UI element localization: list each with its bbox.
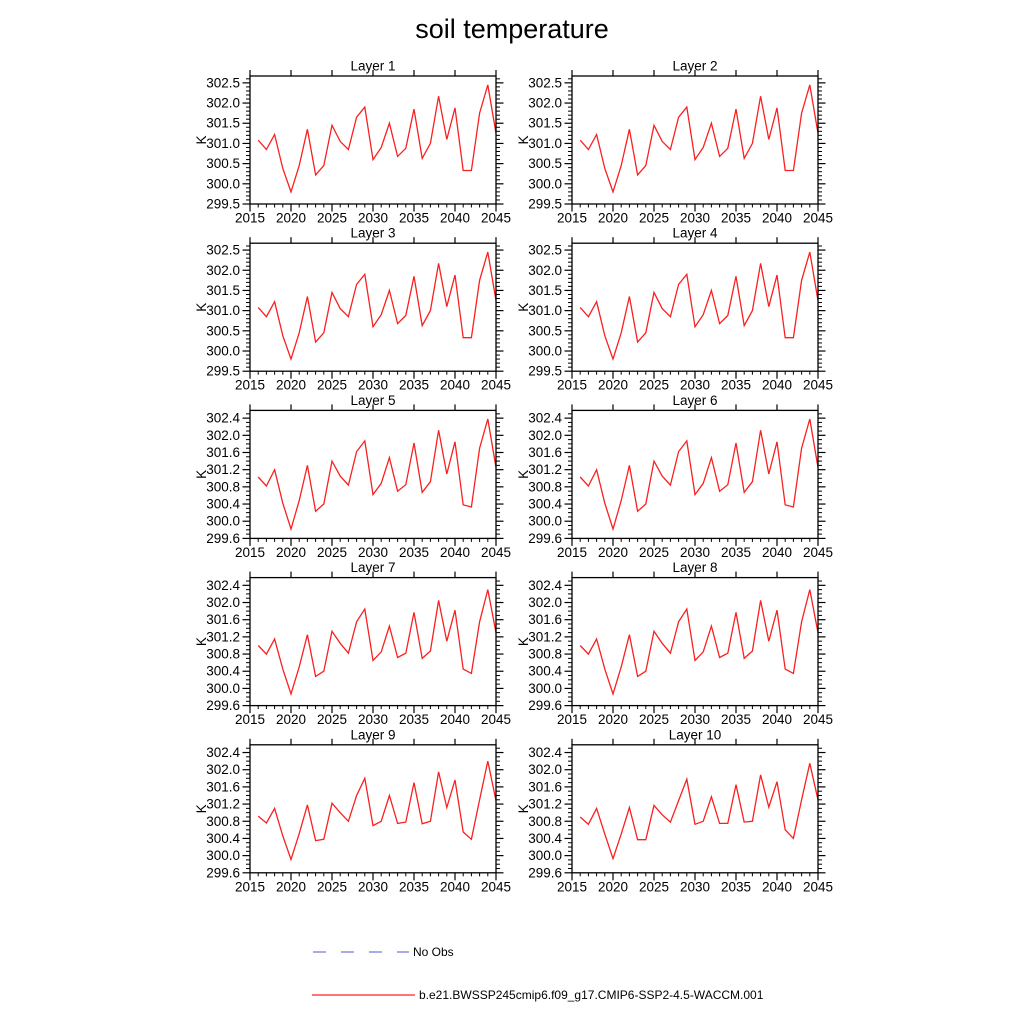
y-tick-label: 300.8: [528, 813, 562, 829]
x-tick-label: 2035: [398, 210, 430, 226]
y-tick-label: 302.0: [528, 427, 562, 443]
x-tick-label: 2015: [234, 210, 266, 226]
y-tick-label: 300.0: [528, 680, 562, 696]
y-tick-label: 299.6: [206, 530, 240, 546]
y-tick-label: 301.5: [206, 115, 240, 131]
y-axis-title: K: [516, 804, 531, 814]
y-tick-label: 299.5: [528, 363, 562, 379]
panel-title: Layer 4: [672, 225, 718, 241]
panel-title: Layer 10: [668, 727, 722, 743]
y-tick-label: 300.0: [528, 848, 562, 864]
y-tick-label: 302.0: [528, 262, 562, 278]
y-tick-label: 300.4: [206, 496, 240, 512]
y-tick-label: 300.5: [206, 156, 240, 172]
x-tick-label: 2025: [638, 712, 670, 728]
x-tick-label: 2015: [234, 544, 266, 560]
x-tick-label: 2015: [556, 712, 588, 728]
x-tick-label: 2040: [439, 879, 471, 895]
x-tick-label: 2040: [761, 712, 793, 728]
y-tick-label: 302.5: [528, 75, 562, 91]
y-tick-label: 301.6: [206, 612, 240, 628]
y-tick-label: 300.4: [528, 830, 562, 846]
x-tick-label: 2015: [556, 210, 588, 226]
y-tick-label: 300.4: [206, 830, 240, 846]
x-tick-label: 2020: [597, 210, 629, 226]
y-tick-label: 301.6: [528, 444, 562, 460]
x-tick-label: 2035: [398, 377, 430, 393]
x-tick-label: 2040: [439, 377, 471, 393]
y-tick-label: 300.0: [206, 343, 240, 359]
figure-title: soil temperature: [415, 14, 609, 44]
no-obs-label: No Obs: [413, 945, 454, 959]
y-tick-label: 299.5: [206, 196, 240, 212]
x-tick-label: 2040: [761, 210, 793, 226]
model-run-line: [312, 988, 415, 1002]
x-tick-label: 2035: [720, 210, 752, 226]
x-tick-label: 2045: [480, 210, 512, 226]
y-tick-label: 301.6: [206, 779, 240, 795]
y-tick-label: 302.5: [206, 75, 240, 91]
x-tick-label: 2035: [720, 879, 752, 895]
y-tick-label: 301.2: [206, 462, 240, 478]
x-tick-label: 2035: [720, 377, 752, 393]
y-tick-label: 302.4: [206, 410, 240, 426]
panel-title: Layer 8: [672, 560, 718, 576]
y-tick-label: 302.0: [528, 595, 562, 611]
series-line: [580, 763, 818, 858]
y-tick-label: 299.6: [528, 698, 562, 714]
x-tick-label: 2015: [556, 544, 588, 560]
x-tick-label: 2030: [357, 879, 389, 895]
y-tick-label: 302.5: [528, 242, 562, 258]
y-tick-label: 302.0: [206, 262, 240, 278]
x-tick-label: 2025: [316, 544, 348, 560]
y-tick-label: 300.8: [206, 646, 240, 662]
x-tick-label: 2025: [638, 879, 670, 895]
panel-title: Layer 2: [672, 58, 718, 74]
y-tick-label: 301.2: [528, 796, 562, 812]
x-tick-label: 2025: [316, 210, 348, 226]
y-axis-title: K: [194, 637, 209, 647]
y-tick-label: 302.5: [206, 242, 240, 258]
y-tick-label: 302.0: [206, 595, 240, 611]
x-tick-label: 2030: [679, 210, 711, 226]
x-tick-label: 2045: [480, 377, 512, 393]
y-tick-label: 301.5: [206, 282, 240, 298]
y-tick-label: 300.8: [206, 479, 240, 495]
x-tick-label: 2045: [480, 879, 512, 895]
x-tick-label: 2030: [357, 712, 389, 728]
y-tick-label: 302.4: [528, 745, 562, 761]
y-tick-label: 302.0: [528, 95, 562, 111]
x-tick-label: 2020: [275, 544, 307, 560]
x-tick-label: 2015: [234, 377, 266, 393]
y-tick-label: 300.0: [206, 848, 240, 864]
y-tick-label: 300.0: [528, 176, 562, 192]
x-tick-label: 2045: [480, 544, 512, 560]
series-line: [258, 252, 496, 359]
panel-title: Layer 1: [350, 58, 396, 74]
x-tick-label: 2040: [761, 377, 793, 393]
y-tick-label: 302.4: [206, 745, 240, 761]
x-tick-label: 2020: [275, 210, 307, 226]
x-tick-label: 2030: [679, 879, 711, 895]
x-tick-label: 2040: [761, 879, 793, 895]
y-tick-label: 299.5: [206, 363, 240, 379]
series-line: [580, 252, 818, 359]
y-axis-title: K: [194, 302, 209, 312]
y-tick-label: 301.5: [528, 282, 562, 298]
x-tick-label: 2020: [275, 377, 307, 393]
y-tick-label: 300.0: [206, 680, 240, 696]
x-tick-label: 2015: [556, 377, 588, 393]
y-axis-title: K: [516, 135, 531, 145]
x-tick-label: 2045: [802, 210, 834, 226]
series-line: [580, 590, 818, 694]
y-tick-label: 301.0: [528, 303, 562, 319]
y-tick-label: 301.6: [528, 612, 562, 628]
y-axis-title: K: [516, 469, 531, 479]
panel-title: Layer 5: [350, 392, 396, 408]
y-tick-label: 300.5: [528, 156, 562, 172]
y-tick-label: 299.5: [528, 196, 562, 212]
no-obs-dashed-line: [313, 945, 409, 959]
y-tick-label: 302.0: [528, 762, 562, 778]
y-tick-label: 300.0: [528, 513, 562, 529]
x-tick-label: 2015: [234, 879, 266, 895]
x-tick-label: 2035: [398, 544, 430, 560]
x-tick-label: 2035: [398, 712, 430, 728]
legend-entry-model-run: [312, 988, 763, 1002]
y-axis-title: K: [194, 469, 209, 479]
series-line: [258, 590, 496, 694]
x-tick-label: 2030: [357, 544, 389, 560]
x-tick-label: 2030: [679, 544, 711, 560]
x-tick-label: 2030: [679, 712, 711, 728]
panel-title: Layer 3: [350, 225, 396, 241]
x-tick-label: 2040: [439, 544, 471, 560]
y-tick-label: 300.8: [528, 479, 562, 495]
y-tick-label: 300.8: [206, 813, 240, 829]
y-tick-label: 301.0: [528, 135, 562, 151]
y-tick-label: 301.2: [528, 462, 562, 478]
x-tick-label: 2025: [638, 210, 670, 226]
y-tick-label: 302.4: [528, 577, 562, 593]
y-tick-label: 302.0: [206, 95, 240, 111]
legend-entry-no-obs: [313, 945, 454, 959]
y-tick-label: 299.6: [206, 698, 240, 714]
x-tick-label: 2020: [275, 712, 307, 728]
y-tick-label: 302.0: [206, 427, 240, 443]
x-tick-label: 2025: [316, 879, 348, 895]
y-axis-title: K: [194, 135, 209, 145]
y-tick-label: 301.2: [206, 629, 240, 645]
y-tick-label: 301.2: [528, 629, 562, 645]
x-tick-label: 2015: [234, 712, 266, 728]
x-tick-label: 2020: [597, 377, 629, 393]
x-tick-label: 2040: [439, 210, 471, 226]
y-tick-label: 299.6: [206, 865, 240, 881]
x-tick-label: 2020: [275, 879, 307, 895]
x-tick-label: 2045: [480, 712, 512, 728]
x-tick-label: 2030: [357, 210, 389, 226]
y-tick-label: 301.2: [206, 796, 240, 812]
y-tick-label: 301.0: [206, 303, 240, 319]
y-axis-title: K: [194, 804, 209, 814]
x-tick-label: 2020: [597, 712, 629, 728]
panel-title: Layer 6: [672, 392, 718, 408]
x-tick-label: 2035: [398, 879, 430, 895]
y-tick-label: 302.0: [206, 762, 240, 778]
y-tick-label: 301.6: [528, 779, 562, 795]
x-tick-label: 2025: [638, 377, 670, 393]
y-tick-label: 300.4: [206, 663, 240, 679]
x-tick-label: 2015: [556, 879, 588, 895]
x-tick-label: 2035: [720, 712, 752, 728]
y-axis-title: K: [516, 302, 531, 312]
y-tick-label: 300.0: [206, 176, 240, 192]
y-tick-label: 300.5: [528, 323, 562, 339]
x-tick-label: 2025: [316, 712, 348, 728]
y-tick-label: 300.4: [528, 496, 562, 512]
series-line: [258, 761, 496, 859]
panel-title: Layer 9: [350, 727, 396, 743]
x-tick-label: 2045: [802, 544, 834, 560]
x-tick-label: 2030: [357, 377, 389, 393]
model-run-label: b.e21.BWSSP245cmip6.f09_g17.CMIP6-SSP2-4.5-WACCM.001: [419, 988, 764, 1002]
x-tick-label: 2025: [316, 377, 348, 393]
y-tick-label: 302.4: [528, 410, 562, 426]
y-tick-label: 301.6: [206, 444, 240, 460]
y-tick-label: 300.8: [528, 646, 562, 662]
x-tick-label: 2020: [597, 879, 629, 895]
y-tick-label: 301.5: [528, 115, 562, 131]
series-line: [580, 419, 818, 529]
y-tick-label: 301.0: [206, 135, 240, 151]
series-line: [258, 419, 496, 529]
y-tick-label: 300.0: [206, 513, 240, 529]
y-axis-title: K: [516, 637, 531, 647]
y-tick-label: 299.6: [528, 865, 562, 881]
panel-title: Layer 7: [350, 560, 396, 576]
x-tick-label: 2045: [802, 879, 834, 895]
y-tick-label: 300.5: [206, 323, 240, 339]
x-tick-label: 2030: [679, 377, 711, 393]
x-tick-label: 2040: [761, 544, 793, 560]
x-tick-label: 2045: [802, 712, 834, 728]
x-tick-label: 2045: [802, 377, 834, 393]
y-tick-label: 299.6: [528, 530, 562, 546]
x-tick-label: 2025: [638, 544, 670, 560]
x-tick-label: 2040: [439, 712, 471, 728]
y-tick-label: 300.4: [528, 663, 562, 679]
x-tick-label: 2035: [720, 544, 752, 560]
series-line: [580, 85, 818, 192]
series-line: [258, 85, 496, 192]
y-tick-label: 300.0: [528, 343, 562, 359]
x-tick-label: 2020: [597, 544, 629, 560]
y-tick-label: 302.4: [206, 577, 240, 593]
